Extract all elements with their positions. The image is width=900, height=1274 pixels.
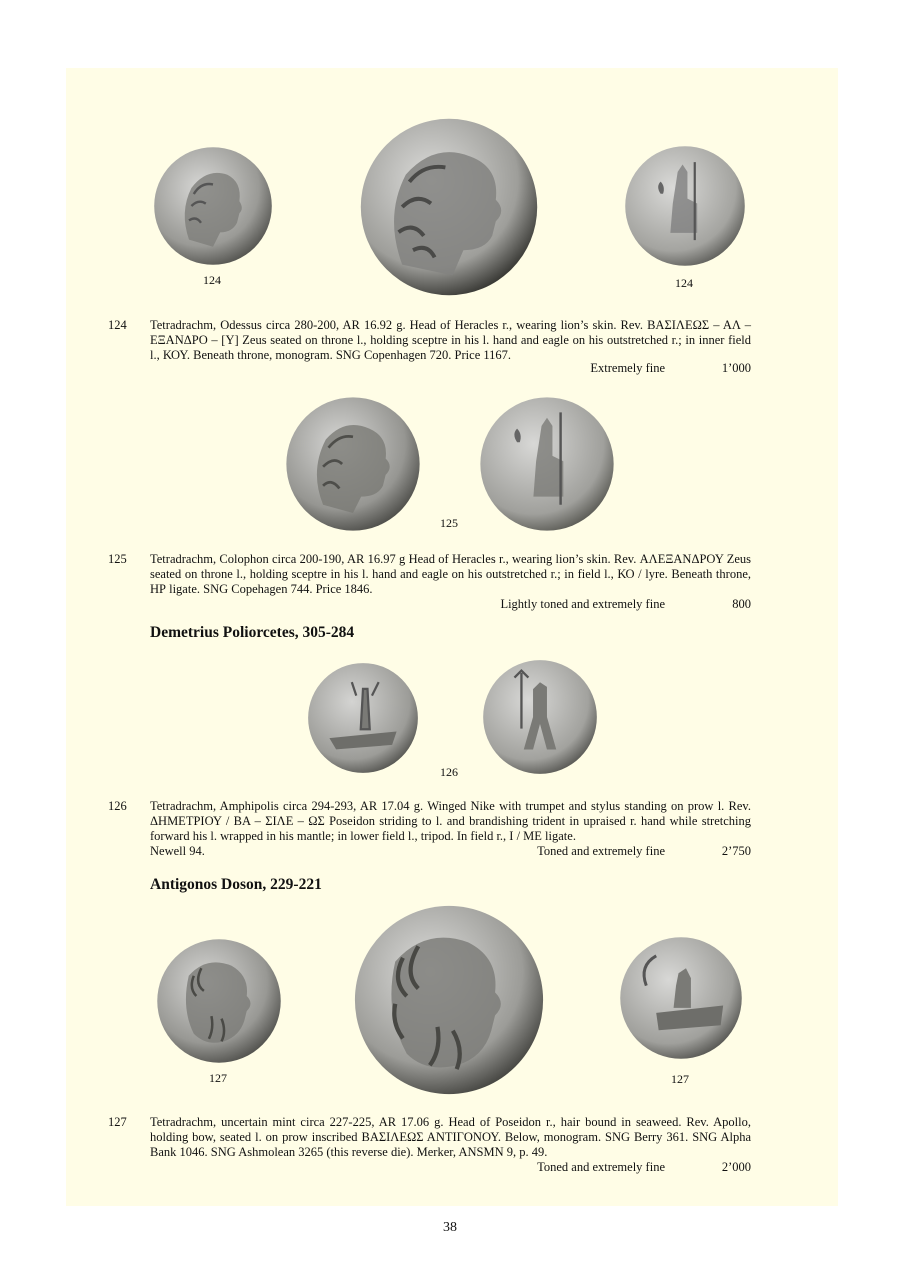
poseidon-head-icon (346, 904, 552, 1096)
lot-estimate: 800 (732, 597, 751, 611)
lot-estimate: 2’750 (721, 844, 751, 858)
lot-estimate: 1’000 (721, 361, 751, 375)
lot-number: 124 (108, 318, 127, 332)
coin-124-obverse (150, 146, 276, 266)
heracles-head-icon (354, 117, 544, 297)
apollo-on-prow-icon (612, 936, 750, 1060)
lot-grade: Toned and extremely fine (537, 844, 665, 858)
plate-label: 125 (440, 516, 458, 530)
page-number: 38 (443, 1220, 457, 1235)
plate-label: 126 (440, 765, 458, 779)
lot-grade: Extremely fine (590, 361, 665, 375)
lot-number: 127 (108, 1115, 127, 1129)
lot-description: Tetradrachm, Colophon circa 200-190, AR 16.97 g Head of Heracles r., wearing lion’s skin. Rev. ΑΛΕΞΑΝΔΡΟΥ Zeus seated on throne l., holding sceptre in his l. hand and eagle on his outstretched r.; in field l., ΚΟ / lyre. Beneath throne, ΗΡ ligate. SNG Copehagen 744. Price 1846. (150, 552, 751, 596)
lot-grade: Toned and extremely fine (537, 1160, 665, 1174)
plate-label: 127 (671, 1072, 689, 1086)
lot-number: 125 (108, 552, 127, 566)
lot-estimate: 2’000 (721, 1160, 751, 1174)
lot-description: Tetradrachm, uncertain mint circa 227-225, AR 17.06 g. Head of Poseidon r., hair bound in seaweed. Rev. Apollo, holding bow, seated l. on prow inscribed ΒΑΣΙΛΕΩΣ ΑΝΤΙΓΟΝΟΥ. Below, monogram. SNG Berry 361. SNG Alpha Bank 1046. SNG Ashmolean 3265 (this reverse die). Merker, ANSMN 9, p. 49. (150, 1115, 751, 1159)
nike-on-prow-icon (304, 662, 422, 774)
coin-124-enlargement (354, 117, 544, 297)
plate-label: 124 (675, 276, 693, 290)
poseidon-head-icon (150, 938, 288, 1064)
lot-description: Tetradrachm, Amphipolis circa 294-293, AR 17.04 g. Winged Nike with trumpet and stylus standing on prow l. Rev. ΔΗΜΕΤΡΙΟΥ / ΒΑ – ΣΙΛΕ – ΩΣ Poseidon striding to l. and brandishing trident in upraised r. hand while stretching forward his l. wrapped in his mantle; in lower field l., tripod. In field r., Ι / ΜΕ ligate. (150, 799, 751, 843)
coin-127-reverse (612, 936, 750, 1060)
poseidon-trident-icon (482, 658, 598, 776)
section-heading: Demetrius Poliorcetes, 305-284 (150, 624, 355, 641)
lot-reference: Newell 94. (150, 844, 205, 858)
lot-grade: Lightly toned and extremely fine (500, 597, 665, 611)
zeus-enthroned-icon (620, 145, 750, 267)
lot-number: 126 (108, 799, 127, 813)
plate-label: 124 (203, 273, 221, 287)
heracles-head-icon (150, 146, 276, 266)
section-heading: Antigonos Doson, 229-221 (150, 876, 322, 893)
lot-125 (0, 552, 900, 612)
coin-126-reverse (482, 658, 598, 776)
zeus-enthroned-icon (476, 396, 618, 532)
coin-126-obverse (304, 662, 422, 774)
lot-description: Tetradrachm, Odessus circa 280-200, AR 16.92 g. Head of Heracles r., wearing lion’s skin. Rev. ΒΑΣΙΛΕΩΣ – ΑΛ – ΕΞΑΝΔΡΟ – [Υ] Zeus seated on throne l., holding sceptre in his l. hand and eagle on his outstretched r.; in inner field l., ΚΟΥ. Beneath throne, monogram. SNG Copenhagen 720. Price 1167. (150, 318, 751, 362)
coin-127-enlargement (346, 904, 552, 1096)
lot-127 (0, 1115, 900, 1177)
heracles-head-icon (282, 396, 424, 532)
lot-124 (0, 318, 900, 378)
plate-label: 127 (209, 1071, 227, 1085)
coin-127-obverse (150, 938, 288, 1064)
coin-124-reverse (620, 145, 750, 267)
coin-125-obverse (282, 396, 424, 532)
coin-125-reverse (476, 396, 618, 532)
lot-126 (0, 799, 900, 861)
